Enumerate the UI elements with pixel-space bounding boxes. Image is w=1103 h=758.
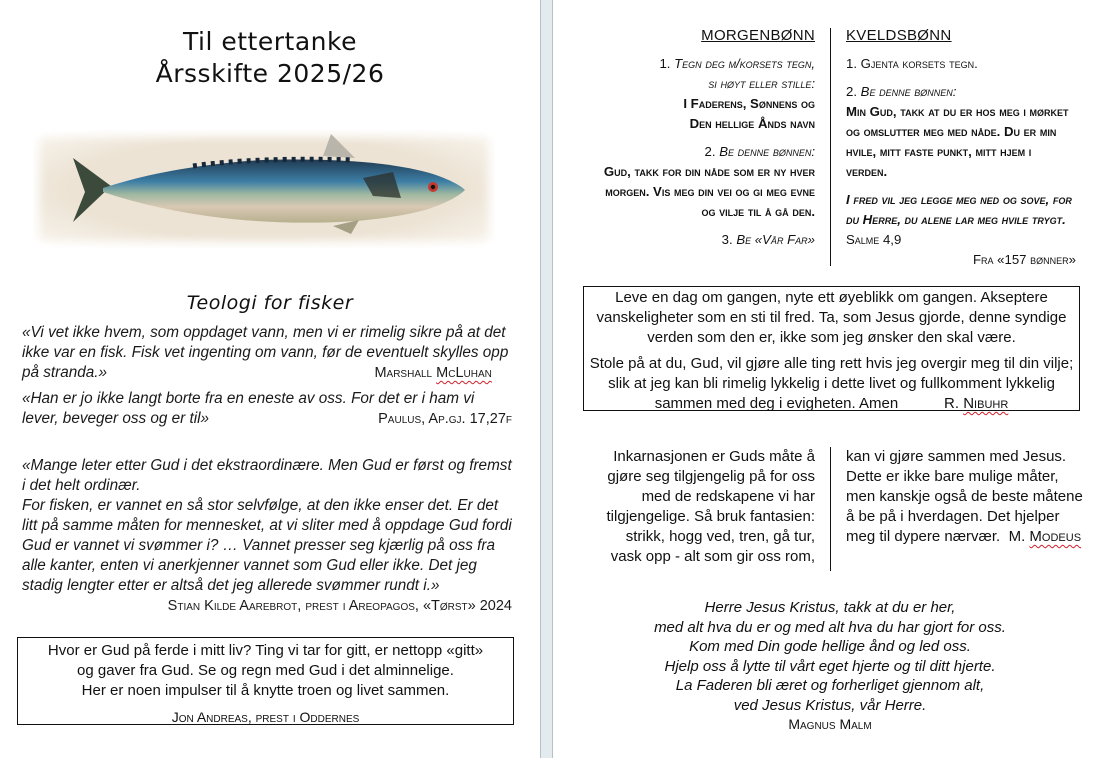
morning-step3 — [593, 230, 815, 250]
prayer-line: ved Jesus Kristus, vår Herre. — [733, 696, 927, 714]
morning-step2 — [593, 142, 815, 162]
morning-heading: MORGENBØNN — [701, 27, 815, 44]
step-number: 1. — [659, 56, 675, 71]
intro-line1: Hvor er Gud på ferde i mitt liv? Ting vi tar for gitt, er nettopp «gitt» — [47, 642, 484, 659]
niebuhr-attribution — [944, 395, 1008, 412]
malm-prayer — [583, 598, 1077, 735]
modeus-text: kan vi gjøre sammen med Jesus. Dette er ikke bare mulige måter, men kanskje også de beste måtene å be på i hverdagen. Det hjelper meg til dypere nærvær. — [846, 448, 1083, 545]
prayer-line: La Faderen bli æret og forherliget gjennom alt, — [675, 677, 985, 694]
step-number: 3. — [721, 232, 737, 247]
prayer-source: Fra «157 bønner» — [972, 252, 1076, 267]
modeus-text-left: Inkarnasjonen er Guds måte å gjøre seg tilgjengelig på for oss med de redskapene vi har tilgjengelige. Så bruk fantasien: strikk, hogg ved, tren, gå tur, vask opp - alt som gir oss rom, — [606, 448, 815, 565]
quote-aarebrot — [22, 456, 512, 616]
step-text: Tegn deg m/korsets tegn, — [674, 56, 815, 71]
prayer-line: med alt hva du er og med alt hva du har gjort for oss. — [654, 618, 1006, 636]
mackerel-image — [33, 130, 495, 248]
evening-prayer — [846, 26, 1076, 270]
step-number: 2. — [846, 84, 861, 99]
left-page — [0, 0, 540, 758]
quote-text-line1: «Mange leter etter Gud i det ekstraordinære. Men Gud er først og fremst i det helt ordinær. — [22, 457, 512, 494]
malm-attribution: Magnus Malm — [788, 716, 872, 732]
quote-text-line2: For fisken, er vannet en så stor selvfølge, at den ikke enser det. Er det litt på samme måten for mennesket, at vi sliter med å oppdage Gud fordi Gud er vannet vi svømmer i? … Vannet presser seg kjærlig på oss fra alle kanter, enten vi anerkjenner vannet som Gud eller ikke. Det jeg stadig lengter etter er altså det jeg allerede svømmer rundt i.» — [22, 497, 512, 594]
quote-attribution — [374, 363, 512, 383]
morning-prayer — [593, 26, 815, 250]
morning-blessing-line2: Den hellige Ånds navn — [689, 116, 815, 131]
morning-step1 — [593, 54, 815, 74]
psalm-text: I fred vil jeg legge meg ned og sove, for du Herre, du alene lar meg hvile trygt. — [846, 192, 1072, 227]
step-text: Be denne bønnen: — [860, 84, 957, 99]
quote-text: «Han er jo ikke langt borte fra en eneste av oss. For det er i ham vi lever, beveger oss og er til» — [22, 390, 475, 427]
attribution-surname: McLuhan — [436, 365, 492, 381]
morning-prayer-text: Gud, takk for din nåde som er ny hver morgen. Vis meg din vei og gi meg evne og vilje til å gå den. — [603, 164, 815, 219]
step-number: 2. — [704, 144, 720, 159]
intro-line2: og gaver fra Gud. Se og regn med Gud i det alminnelige. — [77, 662, 454, 679]
modeus-attribution — [1009, 528, 1081, 545]
modeus-text-right — [846, 447, 1086, 547]
step-text: Be denne bønnen: — [719, 144, 815, 159]
intro-attribution: Jon Andreas, prest i Oddernes — [171, 709, 360, 725]
evening-prayer-text: Min Gud, takk at du er hos meg i mørket og omslutter meg med nåde. Du er min hvile, mitt faste punkt, mitt hjem i verden. — [846, 104, 1069, 179]
attribution-name: Marshall — [374, 365, 437, 381]
evening-step2 — [846, 82, 1076, 102]
column-divider — [830, 28, 831, 266]
prayer-line: Hjelp oss å lytte til vårt eget hjerte og til ditt hjerte. — [664, 657, 996, 675]
intro-box — [17, 637, 514, 725]
niebuhr-text: Stole på at du, Gud, vil gjøre alle ting rett hvis jeg overgir meg til din vilje; slik at jeg kan bli rimelig lykkelig i dette livet og fullkomment lykkelig sammen med deg i evigheten. Amen — [589, 355, 1074, 412]
niebuhr-para2 — [584, 354, 1079, 414]
niebuhr-para1: Leve en dag om gangen, nyte ett øyeblikk om gangen. Akseptere vanskeligheter som en sti til fred. Ta, som Jesus gjorde, denne syndige verden som den er, ikke som jeg ønsker den skal være. — [596, 289, 1067, 346]
prayer-line: Herre Jesus Kristus, takk at du er her, — [704, 599, 956, 616]
quote-paulus — [22, 389, 512, 429]
evening-step1 — [846, 54, 1076, 74]
step-text: Be «Vår Far» — [736, 232, 815, 247]
quote-attribution: Paulus, Ap.gj. 17,27f — [378, 411, 512, 427]
step-number: 1. — [846, 56, 861, 71]
column-divider — [830, 447, 831, 571]
intro-line3: Her er noen impulser til å knytte troen og livet sammen. — [81, 682, 450, 699]
morning-step1-cont: si høyt eller stille: — [708, 76, 815, 91]
quote-attribution: Stian Kilde Aarebrot, prest i Areopagos, «Tørst» 2024 — [167, 598, 512, 614]
section-subtitle: Teologi for fisker — [186, 292, 354, 314]
attribution-surname: Modeus — [1029, 528, 1082, 545]
evening-psalm — [846, 190, 1076, 250]
page-title-line1: Til ettertanke — [183, 27, 357, 56]
attribution-surname: Nibuhr — [963, 395, 1009, 412]
step-text: Gjenta korsets tegn. — [860, 56, 978, 71]
right-page — [553, 0, 1103, 758]
page-title-line2: Årsskifte 2025/26 — [155, 59, 385, 88]
psalm-reference: Salme 4,9 — [846, 232, 902, 247]
fish-illustration — [33, 130, 495, 248]
evening-heading: KVELDSBØNN — [846, 27, 952, 44]
niebuhr-prayer-box — [583, 286, 1080, 411]
morning-blessing-line1: I Faderens, Sønnens og — [683, 96, 815, 111]
quote-text: «Vi vet ikke hvem, som oppdaget vann, men vi er rimelig sikre på at det ikke var en fisk. Fisk vet ingenting om vann, før de eventuelt skylles opp på stranda.» — [22, 324, 509, 381]
prayer-line: Kom med Din gode hellige ånd og led oss. — [689, 638, 971, 655]
page-gutter — [540, 0, 553, 758]
quote-mcluhan — [22, 323, 512, 383]
attribution-initial: R. — [944, 395, 964, 412]
attribution-initial: M. — [1008, 528, 1030, 545]
